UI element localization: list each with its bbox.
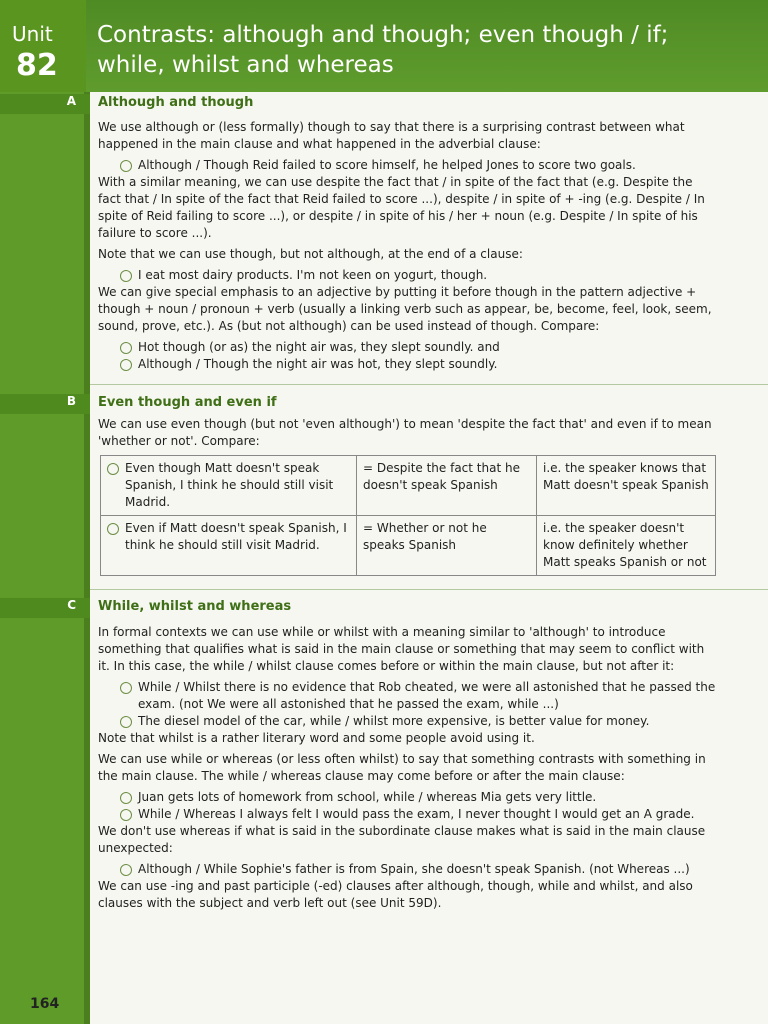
section-divider [90,589,768,590]
section-title-b: Even though and even if [98,395,277,410]
section-b-paragraph-1: We can use even though (but not 'even although') to mean 'despite the fact that' and even if to mean 'whether or not'. Compare: [98,417,712,448]
section-a-bullet-2: I eat most dairy products. I'm not keen on yogurt, though. [98,267,718,284]
section-c-body [98,624,718,916]
bullet-icon [120,342,132,354]
section-title-c: While, whilst and whereas [98,599,292,614]
table-cell: Even if Matt doesn't speak Spanish, I think he should still visit Madrid. [101,516,357,575]
table-cell: i.e. the speaker doesn't know definitely whether Matt speaks Spanish or not [543,521,707,569]
left-sidebar [0,92,90,1024]
section-tab-c: C [0,598,90,618]
bullet-icon [107,523,119,535]
section-c-bullet-3: Juan gets lots of homework from school, while / whereas Mia gets very little. [98,789,718,806]
section-divider [90,384,768,385]
table-cell: Even though Matt doesn't speak Spanish, I think he should still visit Madrid. [101,456,357,515]
table-cell: = Whether or not he speaks Spanish [357,516,537,575]
bullet-icon [120,864,132,876]
section-c-bullet-5: Although / While Sophie's father is from Spain, she doesn't speak Spanish. (not Whereas ...) [98,861,718,878]
table-cell: i.e. the speaker knows that Matt doesn't speak Spanish [543,461,709,492]
section-a-paragraph-4: We can give special emphasis to an adjective by putting it before though in the pattern adjective + though + noun / pronoun + verb (usually a linking verb such as appear, be, become, feel, look, seem, sound, prove, etc.). As (but not although) can be used instead of though. Compare: [98,285,712,333]
section-tab-a: A [0,94,90,114]
bullet-icon [107,463,119,475]
page-title: Contrasts: although and though; even though / if; while, whilst and whereas [97,22,669,78]
section-c-paragraph-5: We can use -ing and past participle (-ed) clauses after although, though, while and whilst, and also clauses with the subject and verb left out (see Unit 59D). [98,879,693,910]
bullet-icon [120,160,132,172]
section-b-body [98,416,718,454]
bullet-icon [120,270,132,282]
section-c-paragraph-2: Note that whilst is a rather literary word and some people avoid using it. [98,731,535,745]
section-a-bullet-1: Although / Though Reid failed to score himself, he helped Jones to score two goals. [98,157,718,174]
section-a-paragraph-2: With a similar meaning, we can use despite the fact that / in spite of the fact that (e.g. Despite the fact that / In spite of the fact that Reid failed to score ...), despite / in spite of + -ing (e.g. Despite / In spite of Reid failing to score ...), or despite / in spite of his / her + noun (e.g. Despite / In spite of his failure to score ...). [98,175,705,240]
section-a-bullet-3: Hot though (or as) the night air was, they slept soundly. and [98,339,718,356]
table-row [101,456,715,515]
section-c-bullet-1: While / Whilst there is no evidence that Rob cheated, we were all astonished that he passed the exam. (not We were all astonished that he passed the exam, while ...) [98,679,718,713]
bullet-icon [120,716,132,728]
section-a-paragraph-3: Note that we can use though, but not although, at the end of a clause: [98,247,523,261]
section-a-paragraph-1: We use although or (less formally) though to say that there is a surprising contrast between what happened in the main clause and what happened in the adverbial clause: [98,120,685,151]
unit-badge [0,0,86,92]
comparison-table [100,455,716,576]
unit-label: Unit [12,22,53,46]
table-cell: = Despite the fact that he doesn't speak Spanish [357,456,537,515]
section-a-body [98,119,718,373]
bullet-icon [120,792,132,804]
section-c-paragraph-1: In formal contexts we can use while or whilst with a meaning similar to 'although' to introduce something that qualifies what is said in the main clause or something that may seem to conflict with it. In this case, the while / whilst clause comes before or within the main clause, but not after it: [98,625,705,673]
page-number: 164 [30,996,60,1012]
bullet-icon [120,809,132,821]
section-title-a: Although and though [98,95,254,110]
section-c-paragraph-4: We don't use whereas if what is said in the subordinate clause makes what is said in the main clause unexpected: [98,824,706,855]
unit-number: 82 [16,48,58,83]
section-a-bullet-4: Although / Though the night air was hot, they slept soundly. [98,356,718,373]
bullet-icon [120,682,132,694]
section-c-paragraph-3: We can use while or whereas (or less often whilst) to say that something contrasts with something in the main clause. The while / whereas clause may come before or after the main clause: [98,752,706,783]
bullet-icon [120,359,132,371]
section-c-bullet-2: The diesel model of the car, while / whilst more expensive, is better value for money. [98,713,718,730]
table-row [101,515,715,575]
section-tab-b: B [0,394,90,414]
section-c-bullet-4: While / Whereas I always felt I would pass the exam, I never thought I would get an A grade. [98,806,718,823]
